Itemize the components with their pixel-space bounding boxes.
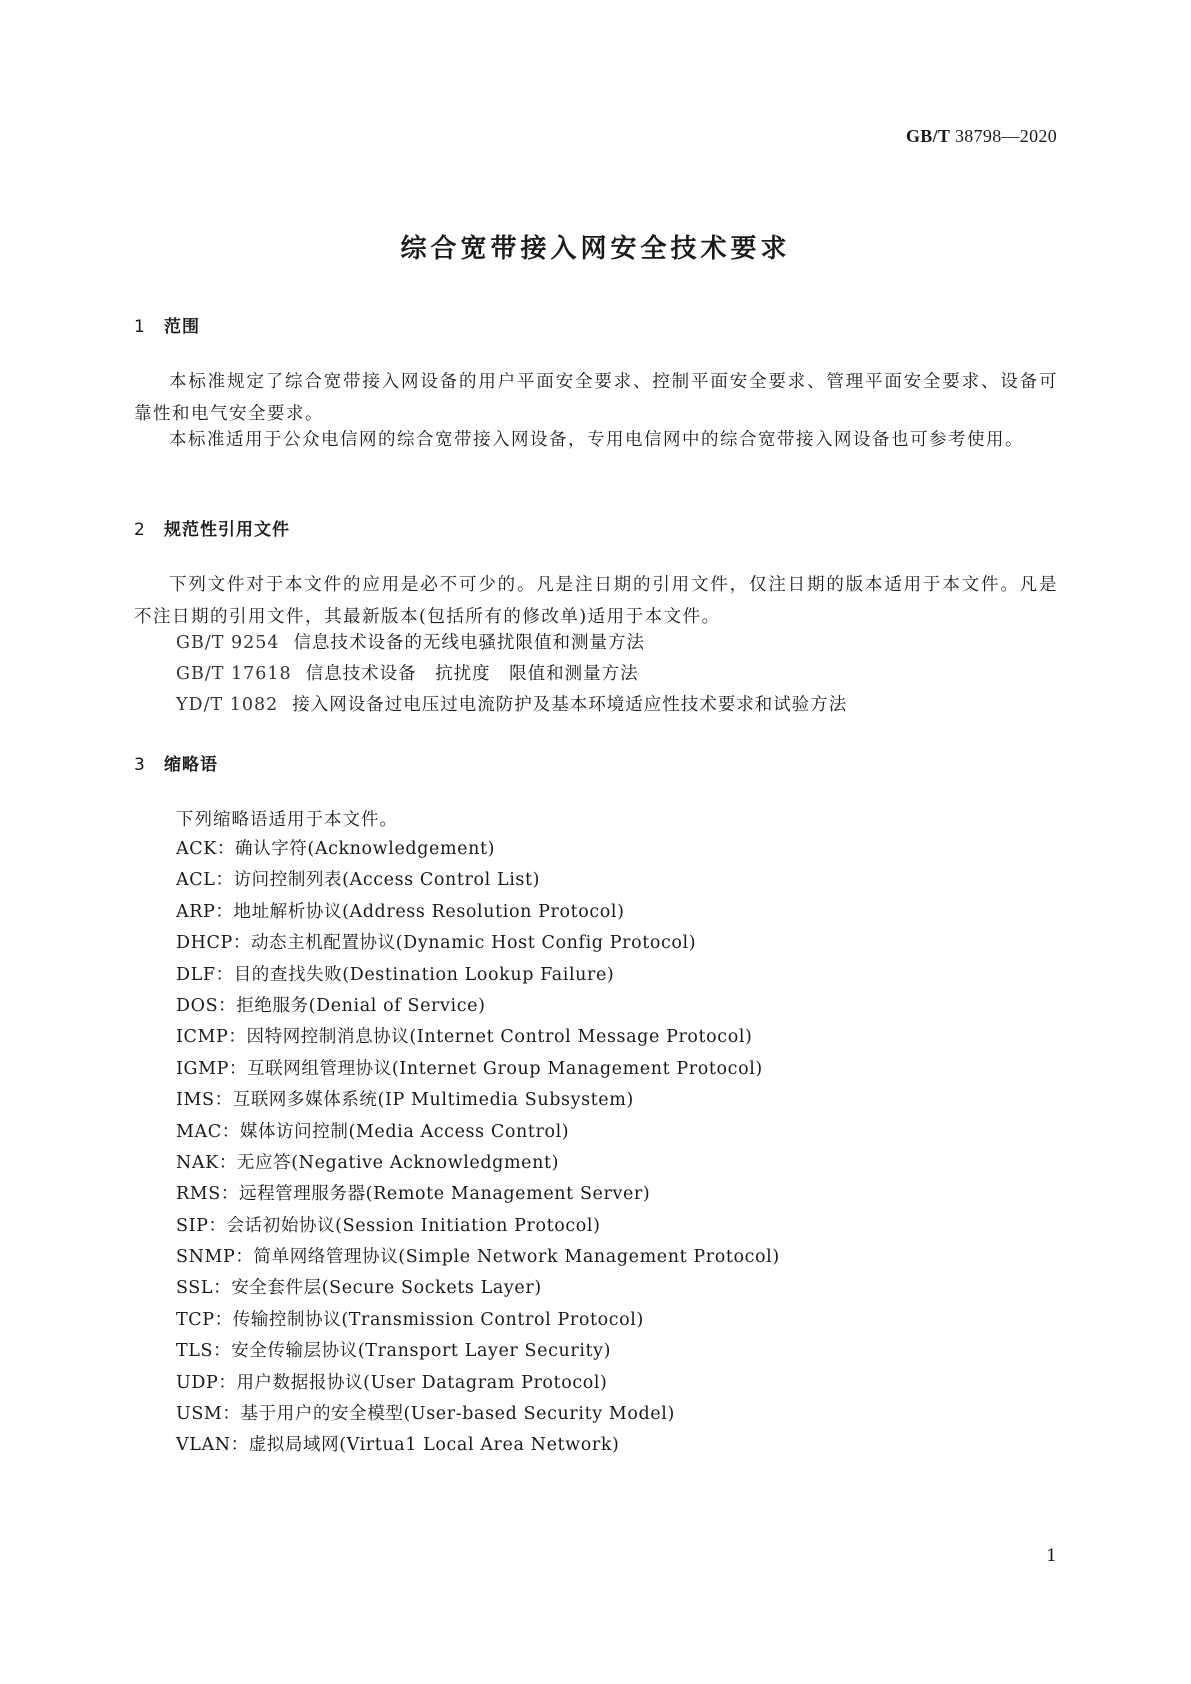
abbreviation-item: ACL：访问控制列表(Access Control List) — [176, 870, 541, 891]
abbreviation-item: TLS：安全传输层协议(Transport Layer Security) — [176, 1341, 612, 1362]
reference-code: GB/T 9254 — [176, 633, 280, 653]
standard-prefix: GB/T — [905, 126, 951, 146]
document-title: 综合宽带接入网安全技术要求 — [400, 234, 791, 264]
section-number: 1 — [134, 317, 146, 337]
reference-item — [176, 659, 847, 690]
reference-code: GB/T 17618 — [176, 664, 292, 684]
standard-code: 38798—2020 — [955, 126, 1057, 146]
abbreviation-item: DLF：目的查找失败(Destination Lookup Failure) — [176, 964, 615, 985]
reference-list — [176, 628, 847, 721]
reference-title: 信息技术设备 抗扰度 限值和测量方法 — [305, 664, 639, 684]
abbreviation-item: DOS：拒绝服务(Denial of Service) — [176, 995, 486, 1016]
abbreviation-item: SSL：安全套件层(Secure Sockets Layer) — [176, 1278, 542, 1299]
section-number: 2 — [134, 520, 146, 540]
abbreviation-list — [176, 834, 780, 1462]
abbreviation-item: MAC：媒体访问控制(Media Access Control) — [176, 1121, 570, 1142]
abbreviation-item: UDP：用户数据报协议(User Datagram Protocol) — [176, 1372, 608, 1393]
abbreviations-intro: 下列缩略语适用于本文件。 — [176, 810, 398, 830]
abbreviation-item: IGMP：互联网组管理协议(Internet Group Management Protocol) — [176, 1058, 763, 1079]
abbreviation-item: IMS：互联网多媒体系统(IP Multimedia Subsystem) — [176, 1090, 634, 1111]
abbreviation-item: DHCP：动态主机配置协议(Dynamic Host Config Protocol) — [176, 933, 697, 954]
references-intro: 下列文件对于本文件的应用是必不可少的。凡是注日期的引用文件，仅注日期的版本适用于本文件。凡是不注日期的引用文件，其最新版本(包括所有的修改单)适用于本文件。 — [134, 575, 1058, 627]
page-number: 1 — [1046, 1546, 1057, 1566]
reference-code: YD/T 1082 — [176, 695, 279, 715]
abbreviation-item: USM：基于用户的安全模型(User-based Security Model) — [176, 1404, 675, 1425]
reference-item — [176, 628, 847, 659]
abbreviation-item: TCP：传输控制协议(Transmission Control Protocol) — [176, 1309, 644, 1330]
abbreviation-item: RMS：远程管理服务器(Remote Management Server) — [176, 1184, 651, 1205]
section-heading-abbreviations — [134, 750, 218, 775]
scope-paragraph-2: 本标准适用于公众电信网的综合宽带接入网设备，专用电信网中的综合宽带接入网设备也可参考使用。 — [169, 430, 1024, 450]
abbreviation-item: ACK：确认字符(Acknowledgement) — [176, 839, 496, 859]
scope-paragraph-1: 本标准规定了综合宽带接入网设备的用户平面安全要求、控制平面安全要求、管理平面安全要求、设备可靠性和电气安全要求。 — [134, 372, 1058, 424]
abbreviation-item: ARP：地址解析协议(Address Resolution Protocol) — [176, 901, 625, 922]
abbreviation-item: VLAN：虚拟局域网(Virtua1 Local Area Network) — [176, 1435, 620, 1456]
abbreviation-item: SNMP：简单网络管理协议(Simple Network Management Protocol) — [176, 1247, 780, 1268]
section-title: 范围 — [164, 317, 200, 337]
section-title: 缩略语 — [164, 755, 218, 775]
section-number: 3 — [134, 755, 146, 775]
section-heading-scope — [134, 312, 200, 337]
section-title: 规范性引用文件 — [164, 520, 290, 540]
section-heading-normative-references — [134, 515, 290, 540]
standard-number — [906, 126, 1057, 147]
abbreviation-item: SIP：会话初始协议(Session Initiation Protocol) — [176, 1215, 601, 1236]
abbreviation-item: ICMP：因特网控制消息协议(Internet Control Message Protocol) — [176, 1027, 753, 1048]
reference-item — [176, 690, 847, 721]
abbreviation-item: NAK：无应答(Negative Acknowledgment) — [176, 1152, 560, 1173]
reference-title: 信息技术设备的无线电骚扰限值和测量方法 — [293, 633, 646, 653]
reference-title: 接入网设备过电压过电流防护及基本环境适应性技术要求和试验方法 — [292, 695, 848, 715]
